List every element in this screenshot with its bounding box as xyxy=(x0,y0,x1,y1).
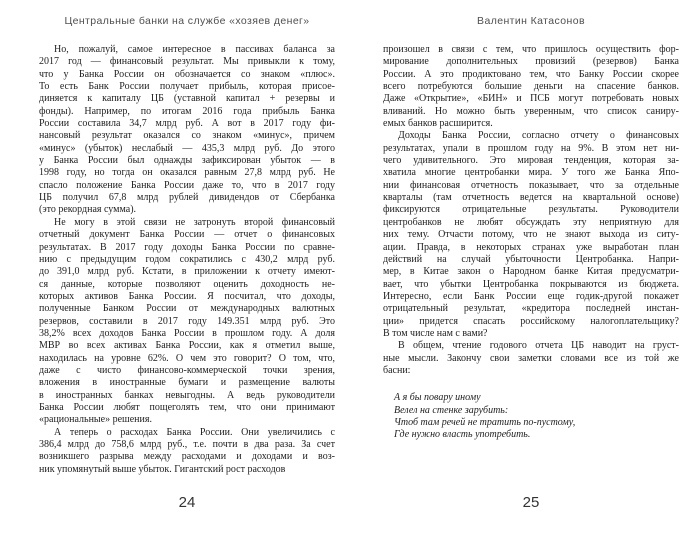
text-line: центробанков не любят обсуждать эту неприятную для xyxy=(383,216,679,228)
text-line: даже с чисто финансово-коммерческой точки зрения, xyxy=(39,364,335,376)
text-line: ции» придется спасать российскому налогоплательщику? xyxy=(383,315,679,327)
text-line: ации. Правда, в некоторых странах уже выработан план xyxy=(383,241,679,253)
text-line: мер, в Китае закон о Народном банке Китая предусматри- xyxy=(383,266,679,278)
text-line: Доходы Банка России, согласно отчету о финансовых xyxy=(398,130,679,142)
paragraph xyxy=(39,217,335,427)
text-line: полученные Банком России от международных валютных xyxy=(39,303,335,315)
text-line: фиксируются отрицательные результаты. Руководители xyxy=(383,204,679,216)
text-line: емых банков расширится. xyxy=(383,118,493,130)
paragraph xyxy=(39,44,335,217)
text-line: Где нужно власть употребить. xyxy=(394,429,531,441)
text-line: находилась на уровне 62%. О чем это говорит? О том, что, xyxy=(39,352,335,364)
text-line: нии финансовая отчетность показывает, что за отдельные xyxy=(383,179,679,191)
running-head-book-title: Центральные банки на службе «хозяев денег» xyxy=(64,15,310,27)
text-line: чего удивительного. Это мировая тенденция, которая за- xyxy=(383,155,679,167)
text-line: То есть Банк России получает прибыль, которая присое- xyxy=(39,81,335,93)
text-line: нансовый результат оказался со знаком «минус», причем xyxy=(39,130,335,142)
text-line: ные мысли. Закончу свои заметки словами все из той же xyxy=(383,352,679,364)
text-line: Банка России любят пощеголять тем, что они принимают xyxy=(39,401,335,413)
text-line: у Банка России был однажды зафиксирован убыток — в xyxy=(39,155,335,167)
text-line: мирование дополнительных провизий (резервов) Банка xyxy=(383,56,679,68)
text-line: Не могу в этой связи не затронуть второй финансовый xyxy=(54,216,335,228)
text-line: действий на случай убыточности Центробанка. Напри- xyxy=(383,253,679,265)
text-line: отрицательный результат, «кредитора последней инстан- xyxy=(383,303,679,315)
text-line: вложения в иностранные бумаги и размещение валюты xyxy=(39,377,335,389)
right-page-text xyxy=(383,44,679,442)
text-line: отчетный документ Банка России — отчет о финансовых xyxy=(39,229,335,241)
text-line: Интересно, если Банк России еще годик-другой покажет xyxy=(383,290,679,302)
text-line: МВР во всех активах Банка России, как я отметил выше, xyxy=(39,340,335,352)
text-line: «минус» (убыток) неслабый — 435,3 млрд руб. До этого xyxy=(39,142,335,154)
text-line: вливаний. Но можно быть уверенным, что список саниру- xyxy=(383,105,679,117)
text-line: в иностранных банках невыгодны. А ведь руководители xyxy=(39,389,335,401)
text-line: которых активов Банка России. Я посчитал, что доходы, xyxy=(39,290,335,302)
text-line: фонды). Например, по итогам 2016 года прибыль Банка xyxy=(39,105,335,117)
paragraph xyxy=(383,44,679,130)
text-line: произошел в связи с тем, что пришлось осуществить фор- xyxy=(383,44,679,55)
text-line: 1998 году, но тогда он оказался равным 27,8 млрд руб. Не xyxy=(39,167,335,179)
text-line: ник упомянутый выше убыток. Гигантский рост расходов xyxy=(39,463,286,475)
text-line: до 391,0 млрд руб. Кстати, в приложении к отчету имеют- xyxy=(39,266,335,278)
running-head-author-name: Валентин Катасонов xyxy=(477,15,585,27)
right-page-number: 25 xyxy=(522,494,540,511)
text-line: 2017 год — финансовый результат. Мы привыкли к тому, xyxy=(39,56,335,68)
text-line: спасло положение Банка России даже то, что в 2017 году xyxy=(39,179,335,191)
text-line: ЦБ получил 67,8 млрд рублей дивидендов от Сбербанка xyxy=(39,192,335,204)
paragraph xyxy=(383,340,679,377)
text-line: хватила многие центробанки мира. У того же Банка Япо- xyxy=(383,167,679,179)
text-line: резервов, составили в 2017 году 149.351 млрд руб. Это xyxy=(39,315,335,327)
text-line: В общем, чтение годового отчета ЦБ наводит на груст- xyxy=(398,340,679,352)
paragraph xyxy=(39,427,335,476)
text-line: результатах. В 2017 году доходы Банка России по сравне- xyxy=(39,241,335,253)
text-line: России составила 34,7 млрд руб. А вот в 2017 году фи- xyxy=(39,118,335,130)
text-line: что у Банка России он обозначается со знаком «плюс». xyxy=(39,68,335,80)
text-line: России. А это продиктовано тем, что Банку России скорее xyxy=(383,68,679,80)
text-line: ся данные, которые позволяют оценить доходность не- xyxy=(39,278,335,290)
text-line: вает, что убытки Центробанка покрываются из бюджета. xyxy=(383,278,679,290)
text-line: «рациональные» решения. xyxy=(39,414,152,426)
text-line: Даже «Открытие», «БИН» и ПСБ могут потребовать новых xyxy=(383,93,679,105)
text-line: нию с предыдущим годом сократились с 430,2 млрд руб. xyxy=(39,253,335,265)
text-line: А я бы повару иному xyxy=(394,392,481,404)
text-line: А теперь о расходах Банка России. Они увеличились с xyxy=(54,426,335,438)
text-line: результатах, упали в прошлом году на 9%. В этом нет ни- xyxy=(383,142,679,154)
text-line: 386,4 млрд до 758,6 млрд руб., т.е. почти в два раза. За счет xyxy=(39,439,335,450)
left-page-text xyxy=(39,44,335,476)
text-line: басни: xyxy=(383,364,411,376)
text-line: 38,2% всех доходов Банка России в прошлом году. А доля xyxy=(39,327,335,339)
right-page xyxy=(350,0,700,540)
text-line: Но, пожалуй, самое интересное в пассивах баланса за xyxy=(54,44,335,55)
text-line: Велел на стенке зарубить: xyxy=(394,404,509,416)
text-line: возникшего разрыва между расходами и доходами и воз- xyxy=(39,451,335,463)
text-line: всего потребуются большие деньги на спасение банков. xyxy=(383,81,679,93)
text-line: них тему. Отчасти потому, что не знают выхода из ситу- xyxy=(383,229,679,241)
text-line: Чтоб там речей не тратить по-пустому, xyxy=(394,416,576,428)
verse-quote xyxy=(394,392,679,441)
text-line: В том числе нам с вами? xyxy=(383,327,488,339)
text-line: кварталы (там отчетность ведется на квартальной основе) xyxy=(383,192,679,204)
text-line: диняется к капиталу ЦБ (уставной капитал + резервы и xyxy=(39,93,335,105)
left-page-number: 24 xyxy=(178,494,196,511)
paragraph xyxy=(383,130,679,340)
text-line: (это рекордная сумма). xyxy=(39,204,137,216)
